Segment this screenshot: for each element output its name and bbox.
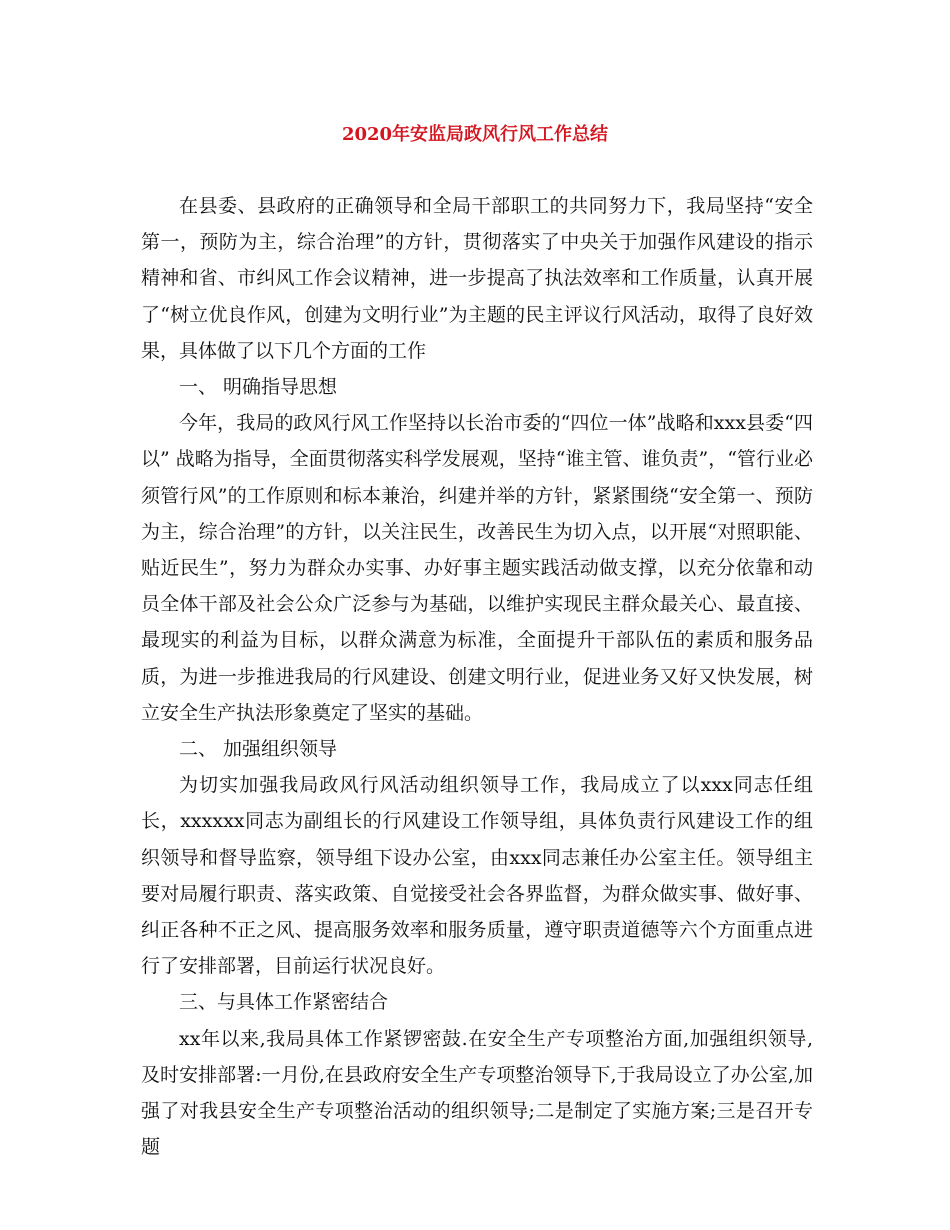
paragraph-section-1: 今年，我局的政风行风工作坚持以长治市委的“四位一体”战略和xxx县委“四以” 战略为指导，全面贯彻落实科学发展观，坚持“谁主管、谁负责”，“管行业必须管行风”的工作原则和标本兼治，纠建并举的方针，紧紧围绕“安全第一、预防为主，综合治理”的方针，以关注民生，改善民生为切入点，以开展“对照职能、贴近民生”，努力为群众办实事、办好事主题实践活动做支撑，以充分依靠和动员全体干部及社会公众广泛参与为基础，以维护实现民主群众最关心、最直接、最现实的利益为目标，以群众满意为标准，全面提升干部队伍的素质和服务品质，为进一步推进我局的行风建设、创建文明行业，促进业务又好又快发展，树立安全生产执法形象奠定了坚实的基础。 — [141, 412, 813, 724]
document-title: 2020年安监局政风行风工作总结 — [341, 124, 609, 145]
section-heading-2: 二、 加强组织领导 — [179, 738, 338, 761]
paragraph-section-2: 为切实加强我局政风行风活动组织领导工作，我局成立了以xxx同志任组长，xxxxxx同志为副组长的行风建设工作领导组，具体负责行风建设工作的组织领导和督导监察，领导组下设办公室，由xxx同志兼任办公室主任。领导组主要对局履行职责、落实政策、自觉接受社会各界监督，为群众做实事、做好事、纠正各种不正之风、提高服务效率和服务质量，遵守职责道德等六个方面重点进行了安排部署，目前运行状况良好。 — [141, 774, 813, 978]
document-body — [141, 188, 813, 1165]
section-heading-3: 三、与具体工作紧密结合 — [179, 991, 389, 1014]
section-heading-1: 一、 明确指导思想 — [179, 376, 338, 399]
paragraph-intro: 在县委、县政府的正确领导和全局干部职工的共同努力下，我局坚持“安全第一，预防为主，综合治理”的方针，贯彻落实了中央关于加强作风建设的指示精神和省、市纠风工作会议精神，进一步提高了执法效率和工作质量，认真开展了“树立优良作风，创建为文明行业”为主题的民主评议行风活动，取得了良好效果，具体做了以下几个方面的工作 — [141, 195, 813, 362]
paragraph-section-3: xx年以来,我局具体工作紧锣密鼓.在安全生产专项整治方面,加强组织领导,及时安排部署:一月份,在县政府安全生产专项整治领导下,于我局设立了办公室,加强了对我县安全生产专项整治活动的组织领导;二是制定了实施方案;三是召开专题 — [141, 1027, 813, 1159]
